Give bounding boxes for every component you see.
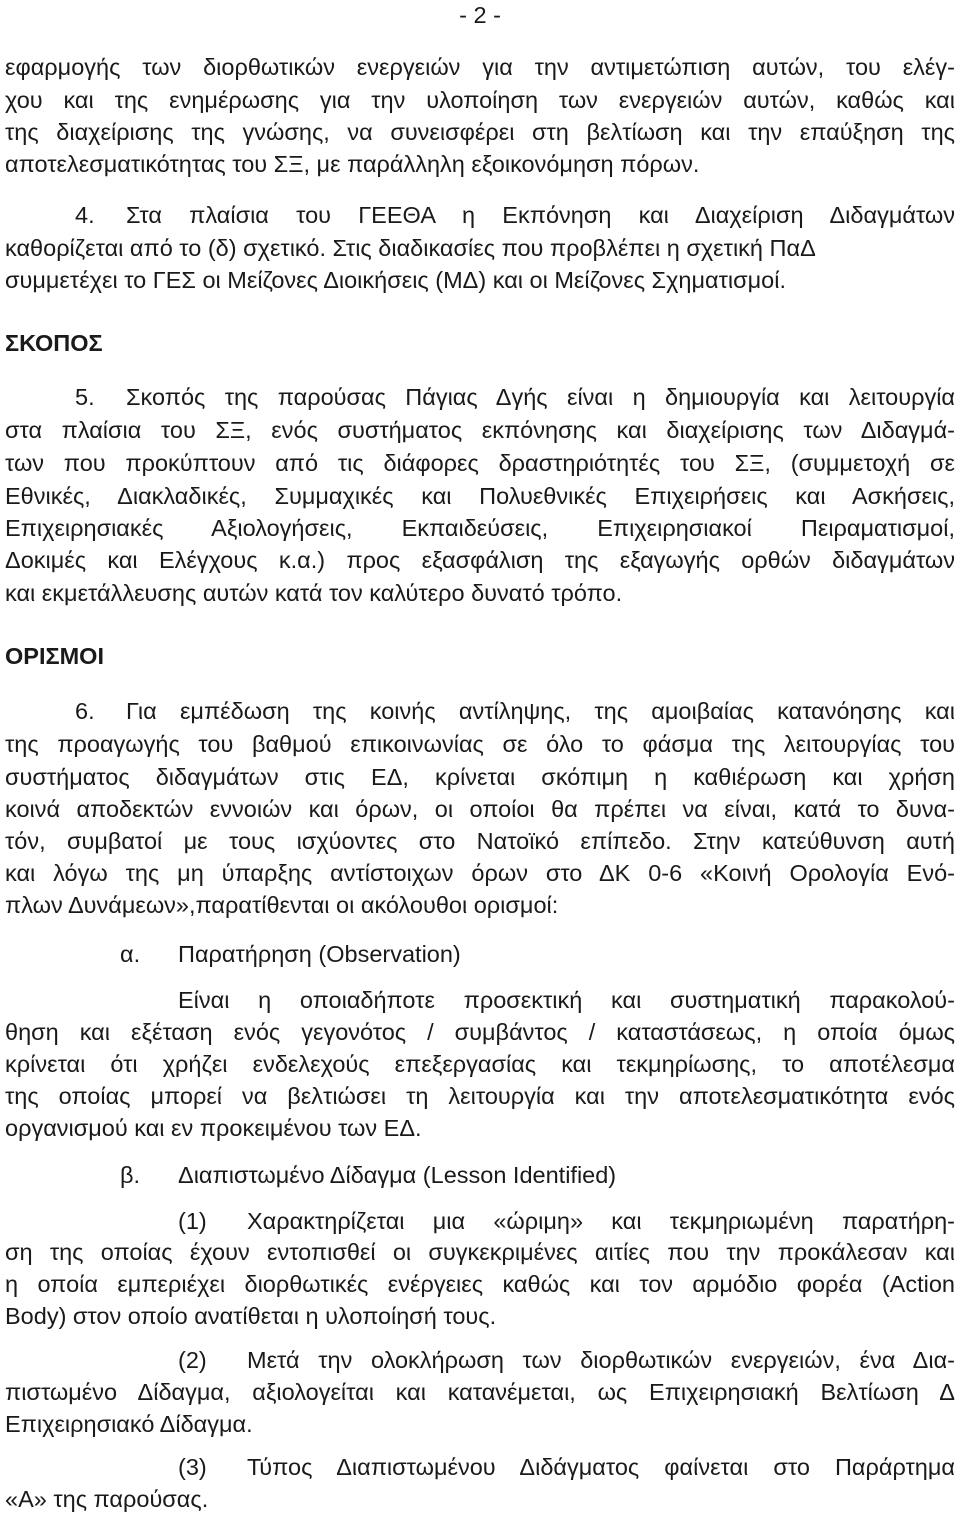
sub-sub-item-number: (3) xyxy=(178,1454,207,1480)
sub-sub-item-1-first-line xyxy=(178,1206,955,1236)
sub-item-a-line: κρίνεται ότι χρήζει ενδελεχούς επεξεργασίας και τεκμηρίωσης, το αποτέλεσμα xyxy=(5,1051,955,1077)
sub-item-label: β. xyxy=(120,1162,141,1188)
sub-sub-item-text: Τύπος Διαπιστωμένου Διδάγματος φαίνεται στο Παράρτημα xyxy=(247,1454,955,1480)
paragraph-5-line: των που προκύπτουν από τις διάφορες δραστηριότητές του ΣΞ, (συμμετοχή σε xyxy=(5,450,955,476)
paragraph-text: Σκοπός της παρούσας Πάγιας Δγής είναι η δημιουργία και λειτουργία xyxy=(126,384,955,410)
paragraph-5-first-line xyxy=(75,382,955,412)
paragraph-number: 5. xyxy=(75,384,95,410)
paragraph-6-line: συστήματος διδαγμάτων στις ΕΔ, κρίνεται σκόπιμη η καθιέρωση και χρήση xyxy=(5,764,955,790)
sub-sub-item-text: Μετά την ολοκλήρωση των διορθωτικών ενεργειών, ένα Δια- xyxy=(247,1347,955,1373)
paragraph-6-line: κοινά αποδεκτών εννοιών και όρων, οι οποίοι θα πρέπει να είναι, κατά το δυνα- xyxy=(5,796,955,822)
sub-item-a-line: οργανισμού και εν προκειμένου των ΕΔ. xyxy=(5,1115,422,1141)
sub-sub-item-2-line: Επιχειρησιακό Δίδαγμα. xyxy=(5,1411,253,1437)
sub-item-label: α. xyxy=(120,941,141,967)
page-number: - 2 - xyxy=(459,2,501,28)
intro-line: εφαρμογής των διορθωτικών ενεργειών για την αντιμετώπιση αυτών, του ελέγ- xyxy=(5,54,955,80)
paragraph-6-line: πλων Δυνάμεων»,παρατίθενται οι ακόλουθοι ορισμοί: xyxy=(5,892,559,918)
sub-sub-item-2-line: πιστωμένο Δίδαγμα, αξιολογείται και κατανέμεται, ως Επιχειρησιακή Βελτίωση Δ xyxy=(5,1379,955,1405)
paragraph-5-line: Επιχειρησιακές Αξιολογήσεις, Εκπαιδεύσεις, Επιχειρησιακοί Πειραματισμοί, xyxy=(5,515,955,541)
sub-item-a-line: θηση και εξέταση ενός γεγονότος / συμβάντος / καταστάσεως, η οποία όμως xyxy=(5,1019,955,1045)
paragraph-text: Στα πλαίσια του ΓΕΕΘΑ η Εκπόνηση και Διαχείριση Διδαγμάτων xyxy=(126,202,955,228)
intro-line: της διαχείρισης της γνώσης, να συνεισφέρει στη βελτίωση και την επαύξηση της xyxy=(5,119,955,145)
paragraph-text: Για εμπέδωση της κοινής αντίληψης, της αμοιβαίας κατανόησης και xyxy=(126,698,955,724)
paragraph-number: 6. xyxy=(75,698,95,724)
paragraph-4-first-line xyxy=(75,200,955,230)
paragraph-4-line: καθορίζεται από το (δ) σχετικό. Στις διαδικασίες που προβλέπει η σχετική ΠαΔ xyxy=(5,235,816,261)
section-heading-orismoi: ΟΡΙΣΜΟΙ xyxy=(5,643,104,669)
paragraph-5-line: στα πλαίσια του ΣΞ, ενός συστήματος εκπόνησης και διαχείρισης των Διδαγμά- xyxy=(5,417,955,443)
sub-sub-item-number: (2) xyxy=(178,1347,207,1373)
paragraph-4-line: συμμετέχει το ΓΕΣ οι Μείζονες Διοικήσεις (ΜΔ) και οι Μείζονες Σχηματισμοί. xyxy=(5,267,786,293)
sub-item-title: Διαπιστωμένο Δίδαγμα (Lesson Identified) xyxy=(178,1162,617,1188)
sub-item-b-title xyxy=(120,1160,955,1190)
sub-sub-item-1-line: Body) στον οποίο ανατίθεται η υλοποίησή τους. xyxy=(5,1303,497,1329)
sub-sub-item-3-first-line xyxy=(178,1452,955,1482)
sub-item-title: Παρατήρηση (Observation) xyxy=(178,941,461,967)
sub-sub-item-1-line: ση της οποίας έχουν εντοπισθεί οι συγκεκριμένες αιτίες που την προκάλεσαν και xyxy=(5,1239,955,1265)
paragraph-6-first-line xyxy=(75,696,955,726)
paragraph-6-line: και λόγω της μη ύπαρξης αντίστοιχων όρων στο ΔΚ 0-6 «Κοινή Ορολογία Ενό- xyxy=(5,860,955,886)
sub-item-a-first-line: Είναι η οποιαδήποτε προσεκτική και συστηματική παρακολού- xyxy=(178,987,955,1013)
intro-line: χου και της ενημέρωσης για την υλοποίηση των ενεργειών αυτών, καθώς και xyxy=(5,87,955,113)
sub-sub-item-text: Χαρακτηρίζεται μια «ώριμη» και τεκμηριωμένη παρατήρη- xyxy=(247,1208,955,1234)
paragraph-5-line: και εκμετάλλευσης αυτών κατά τον καλύτερο δυνατό τρόπο. xyxy=(5,580,623,606)
paragraph-6-line: τόν, συμβατοί με τους ισχύοντες στο Νατοϊκό επίπεδο. Στην κατεύθυνση αυτή xyxy=(5,828,955,854)
paragraph-5-line: Εθνικές, Διακλαδικές, Συμμαχικές και Πολυεθνικές Επιχειρήσεις και Ασκήσεις, xyxy=(5,483,955,509)
sub-sub-item-3-line: «Α» της παρούσας. xyxy=(5,1486,209,1512)
paragraph-number: 4. xyxy=(75,202,95,228)
paragraph-5-line: Δοκιμές και Ελέγχους κ.α.) προς εξασφάλιση της εξαγωγής ορθών διδαγμάτων xyxy=(5,547,955,573)
section-heading-skopos: ΣΚΟΠΟΣ xyxy=(5,330,103,356)
sub-sub-item-1-line: η οποία εμπεριέχει διορθωτικές ενέργειες καθώς και τον αρμόδιο φορέα (Action xyxy=(5,1271,955,1297)
sub-item-a-title xyxy=(120,939,955,969)
sub-item-a-line: της οποίας μπορεί να βελτιώσει τη λειτουργία και την αποτελεσματικότητα ενός xyxy=(5,1083,955,1109)
paragraph-6-line: της προαγωγής του βαθμού επικοινωνίας σε όλο το φάσμα της λειτουργίας του xyxy=(5,731,955,757)
sub-sub-item-number: (1) xyxy=(178,1208,207,1234)
sub-sub-item-2-first-line xyxy=(178,1345,955,1375)
intro-line: αποτελεσματικότητας του ΣΞ, με παράλληλη εξοικονόμηση πόρων. xyxy=(5,151,700,177)
